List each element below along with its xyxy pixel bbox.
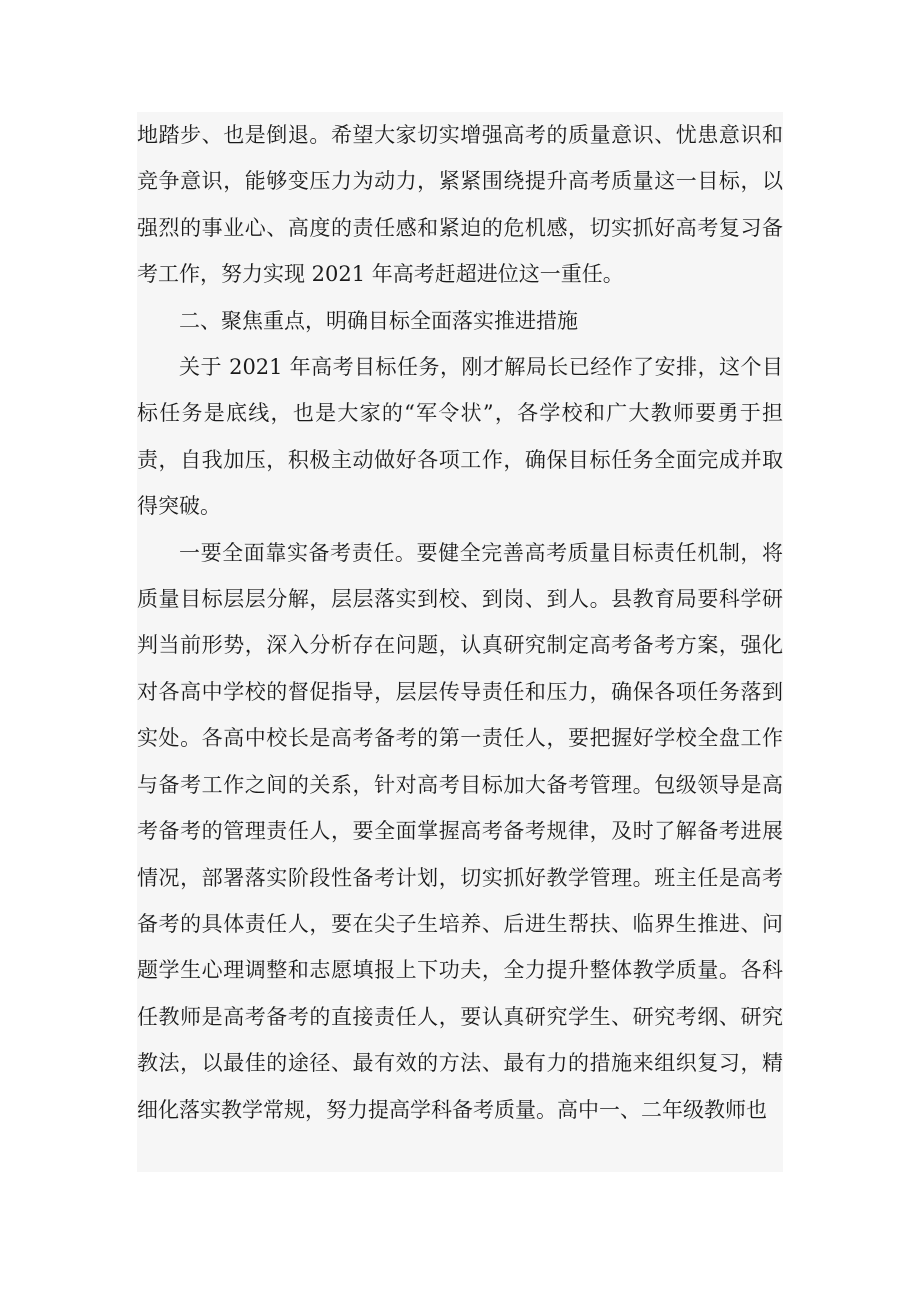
document-body — [137, 112, 783, 1172]
paragraph-continuation: 地踏步、也是倒退。希望大家切实增强高考的质量意识、忧患意识和竞争意识，能够变压力为动力，紧紧围绕提升高考质量这一目标，以强烈的事业心、高度的责任感和紧迫的危机感，切实抓好高考复习备考工作，努力实现 2021 年高考赶超进位这一重任。 — [137, 123, 783, 287]
paragraph-targets: 关于 2021 年高考目标任务，刚才解局长已经作了安排，这个目标任务是底线，也是大家的“军令状”，各学校和广大教师要勇于担责，自我加压，积极主动做好各项工作，确保目标任务全面完成并取得突破。 — [137, 355, 783, 519]
section-heading: 二、聚焦重点，明确目标全面落实推进措施 — [179, 308, 578, 333]
paragraph-responsibility: 一要全面靠实备考责任。要健全完善高考质量目标责任机制，将质量目标层层分解，层层落实到校、到岗、到人。县教育局要科学研判当前形势，深入分析存在问题，认真研究制定高考备考方案，强化对各高中学校的督促指导，层层传导责任和压力，确保各项任务落到实处。各高中校长是高考备考的第一责任人，要把握好学校全盘工作与备考工作之间的关系，针对高考目标加大备考管理。包级领导是高考备考的管理责任人，要全面掌握高考备考规律，及时了解备考进展情况，部署落实阶段性备考计划，切实抓好教学管理。班主任是高考备考的具体责任人，要在尖子生培养、后进生帮扶、临界生推进、问题学生心理调整和志愿填报上下功夫，全力提升整体教学质量。各科任教师是高考备考的直接责任人，要认真研究学生、研究考纲、研究教法，以最佳的途径、最有效的方法、最有力的措施来组织复习，精细化落实教学常规，努力提高学科备考质量。高中一、二年级教师也 — [137, 540, 783, 1122]
